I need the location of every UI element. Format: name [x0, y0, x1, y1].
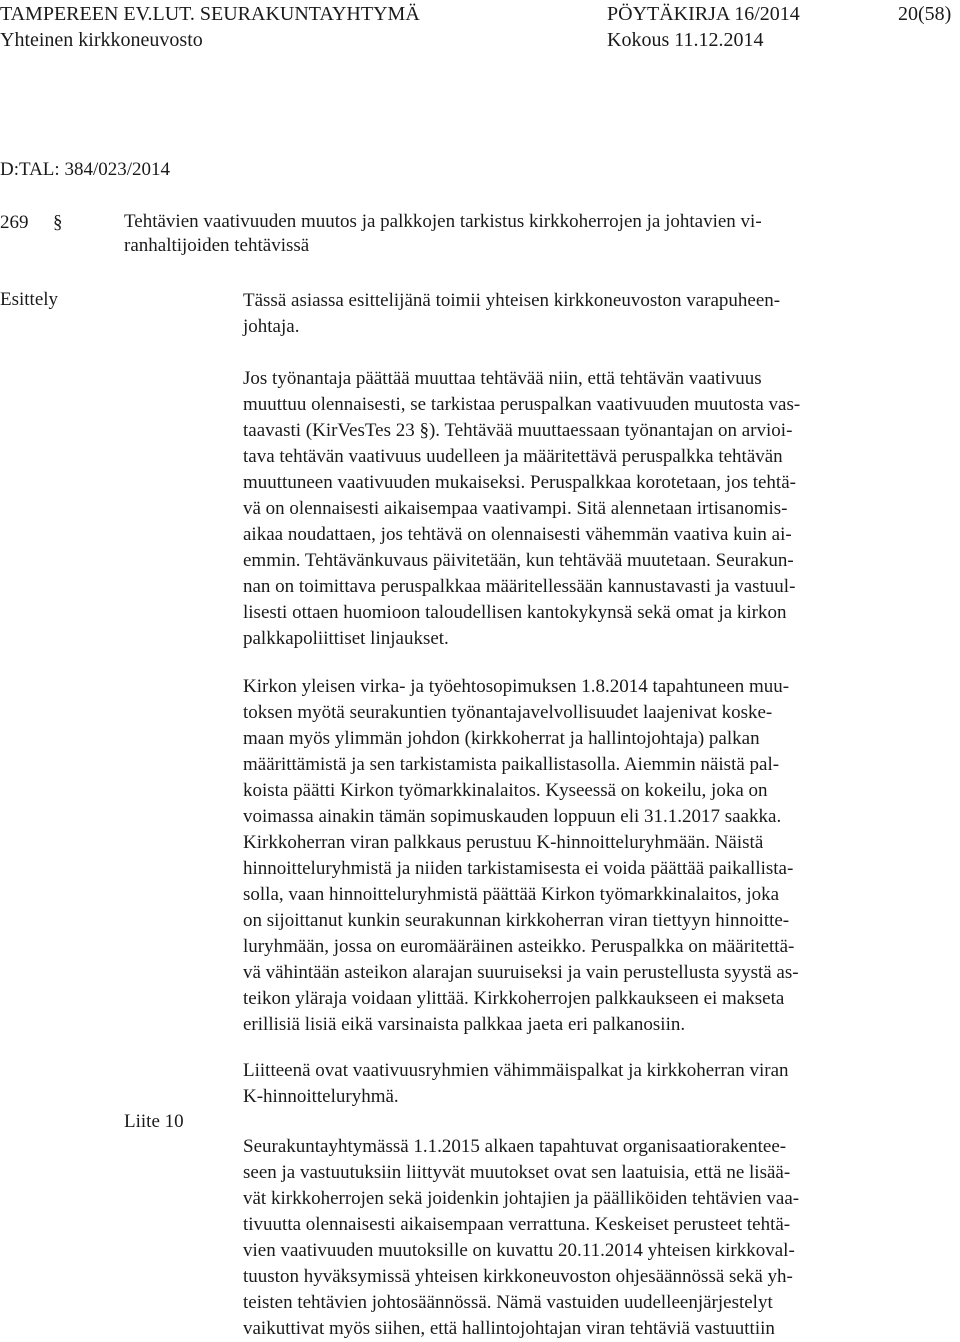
text-line: määrittämistä ja sen tarkistamista paikallistasolla. Aiemmin näistä pal- [243, 754, 780, 775]
text-line: muuttuneen vaativuuden mukaiseksi. Peruspalkkaa korotetaan, jos tehtä- [243, 472, 796, 493]
text-line: on sijoittanut kunkin seurakunnan kirkkoherran viran tiettyyn hinnoitte- [243, 910, 790, 931]
text-line: vä on olennaisesti aikaisempaa vaativampi. Sitä alennetaan irtisanomis- [243, 498, 788, 519]
presenter-label: Esittely [0, 289, 59, 310]
text-line: teikon yläraja voidaan ylittää. Kirkkoherrojen palkkaukseen ei makseta [243, 988, 785, 1009]
text-line: Kirkon yleisen virka- ja työehtosopimuksen 1.8.2014 tapahtuneen muu- [243, 676, 790, 697]
text-line: aikaa noudattaen, jos tehtävä on olennaisesti vähemmän vaativa kuin ai- [243, 524, 792, 545]
section-sign: § [53, 212, 63, 233]
text-line: Jos työnantaja päättää muuttaa tehtävää niin, että tehtävän vaativuus [243, 368, 762, 389]
paragraph-organisation-change [243, 1134, 943, 1342]
text-line: emmin. Tehtävänkuvaus päivitetään, kun tehtävää muutetaan. Seurakun- [243, 550, 794, 571]
text-line: teisten tehtävien johtosäännössä. Nämä vastuiden uudelleenjärjestelyt [243, 1292, 773, 1313]
text-line: maan myös ylimmän johdon (kirkkoherrat ja hallintojohtaja) palkan [243, 728, 760, 749]
text-line: johtaja. [243, 316, 300, 337]
item-number: 269 [0, 212, 29, 233]
diary-number: D:TAL: 384/023/2014 [0, 159, 170, 180]
text-line: Kirkkoherran viran palkkaus perustuu K-hinnoitteluryhmään. Näistä [243, 832, 764, 853]
text-line: voimassa ainakin tämän sopimuskauden loppuun eli 31.1.2017 saakka. [243, 806, 782, 827]
text-line: taavasti (KirVesTes 23 §). Tehtävää muuttaessaan työnantajan on arvioi- [243, 420, 793, 441]
appendix-label: Liite 10 [124, 1111, 184, 1132]
text-line: koista päätti Kirkon työmarkkinalaitos. Kyseessä on kokeilu, joka on [243, 780, 768, 801]
meeting-date: Kokous 11.12.2014 [607, 29, 764, 51]
text-line: seen ja vastuutuksiin liittyvät muutokset ovat sen laatuisia, että ne lisää- [243, 1162, 791, 1183]
text-line: muuttuu olennaisesti, se tarkistaa peruspalkan vaativuuden muutosta vas- [243, 394, 801, 415]
paragraph-presenter [243, 288, 943, 340]
text-line: tivuutta olennaisesti aikaisempaan verrattuna. Keskeiset perusteet tehtä- [243, 1214, 791, 1235]
paragraph-appendix [243, 1058, 943, 1110]
text-line: tuuston hyväksymissä yhteisen kirkkoneuvoston ohjesäännössä sekä yh- [243, 1266, 793, 1287]
text-line: hinnoitteluryhmistä ja niiden tarkistamisesta ei voida päättää paikallista- [243, 858, 794, 879]
text-line: K-hinnoitteluryhmä. [243, 1086, 399, 1107]
text-line: Tässä asiassa esittelijänä toimii yhteisen kirkkoneuvoston varapuheen- [243, 290, 781, 311]
org-name: TAMPEREEN EV.LUT. SEURAKUNTAYHTYMÄ [0, 3, 420, 25]
paragraph-salary-review [243, 366, 943, 652]
text-line: toksen myötä seurakuntien työnantajavelvollisuudet laajenivat koske- [243, 702, 773, 723]
text-line: vät kirkkoherrojen sekä joidenkin johtajien ja päälliköiden tehtävien vaa- [243, 1188, 800, 1209]
text-line: nan on toimittava peruspalkkaa määritellessään kannustavasti ja vastuul- [243, 576, 796, 597]
text-line: solla, vaan hinnoitteluryhmistä päättää Kirkon työmarkkinalaitos, joka [243, 884, 780, 905]
text-line: Liitteenä ovat vaativuusryhmien vähimmäispalkat ja kirkkoherran viran [243, 1060, 789, 1081]
text-line: luryhmään, jossa on euromääräinen asteikko. Peruspalkka on määritettä- [243, 936, 795, 957]
page-number: 20(58) [898, 3, 952, 25]
text-line: tava tehtävän vaativuus uudelleen ja määritettävä peruspalkka tehtävän [243, 446, 783, 467]
title-line: ranhaltijoiden tehtävissä [124, 235, 310, 256]
text-line: vien vaativuuden muutoksille on kuvattu 20.11.2014 yhteisen kirkkoval- [243, 1240, 795, 1261]
item-title [124, 211, 762, 259]
text-line: erillisiä lisiä eikä varsinaista palkkaa jaeta eri palkanosiin. [243, 1014, 686, 1035]
text-line: vä vähintään asteikon alarajan suuruiseksi ja vain perustellusta syystä as- [243, 962, 799, 983]
text-line: palkkapoliittiset linjaukset. [243, 628, 449, 649]
body-name: Yhteinen kirkkoneuvosto [0, 29, 203, 51]
text-line: vaikuttivat myös siihen, että hallintojohtajan viran tehtäviä vastuuttiin [243, 1318, 775, 1339]
text-line: Seurakuntayhtymässä 1.1.2015 alkaen tapahtuvat organisaatiorakentee- [243, 1136, 787, 1157]
title-line: Tehtävien vaativuuden muutos ja palkkojen tarkistus kirkkoherrojen ja johtavien vi- [124, 211, 762, 232]
paragraph-collective-agreement [243, 674, 943, 1038]
document-title: PÖYTÄKIRJA 16/2014 [607, 3, 800, 25]
text-line: lisesti ottaen huomioon taloudellisen kantokykynsä sekä omat ja kirkon [243, 602, 787, 623]
